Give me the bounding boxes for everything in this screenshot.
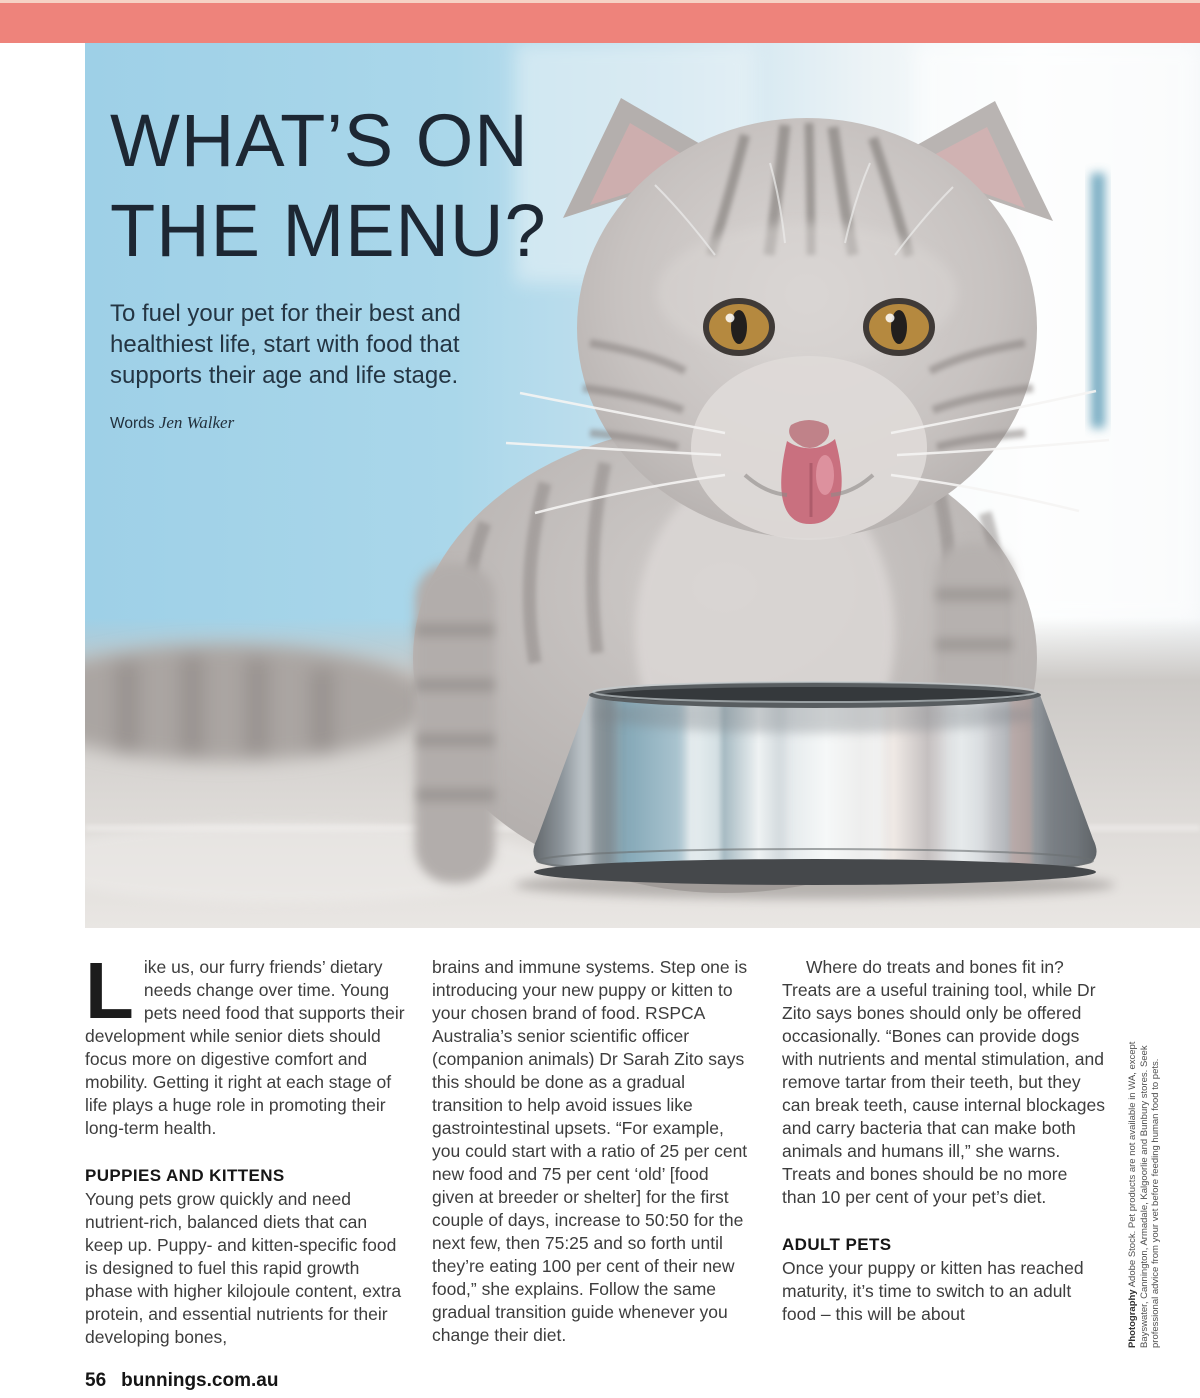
- footer-site: bunnings.com.au: [121, 1370, 279, 1391]
- photography-credit: [1127, 1008, 1163, 1348]
- pet-bowl: [533, 682, 1096, 893]
- page-footer: [85, 1370, 278, 1392]
- drop-cap: L: [85, 946, 134, 1035]
- body-paragraph: Young pets grow quickly and need nutrient-rich, balanced diets that can keep up. Puppy- and kitten-specific food is designed to fuel this rapid growth phase with higher kilojoule content, extra protein, and essential nutrients for their developing bones,: [85, 1189, 402, 1347]
- body-paragraph: brains and immune systems. Step one is introducing your new puppy or kitten to your chosen brand of food. RSPCA Australia’s senior scientific officer (companion animals) Dr Sarah Zito says this should be done as a gradual transition to help avoid issues like gastrointestinal upsets. “For example, you could start with a ratio of 25 per cent new food and 75 per cent ‘old’ [food given at breeder or shelter] for the first couple of days, increase to 50:50 for the next few, then 75:25 and so forth until they’re eating 100 per cent of their new food,” she explains. Follow the same gradual transition guide whenever you change their diet.: [432, 957, 748, 1345]
- article-column-3: [782, 956, 1105, 1326]
- hero-text-block: [110, 96, 630, 433]
- top-accent-bar: [0, 0, 1200, 43]
- bowl-rubber-base: [534, 859, 1096, 885]
- intro-paragraph: [85, 946, 408, 1140]
- article-column-2: [432, 956, 755, 1347]
- byline-label: Words: [110, 415, 155, 432]
- article-column-1: [85, 946, 408, 1349]
- background-blue-stripe: [1091, 173, 1105, 428]
- credit-label: Photography: [1127, 1289, 1138, 1348]
- intro-text: ike us, our furry friends’ dietary needs change over time. Young pets need food that supports their development while senior diets should focus more on digestive comfort and mobility. Getting it right at each stage of life plays a huge role in promoting their long-term health.: [85, 957, 405, 1138]
- title-line-1: WHAT’S ON: [110, 99, 529, 182]
- cat-right-eye: [866, 301, 932, 353]
- section-heading-adult-pets: ADULT PETS: [782, 1235, 892, 1254]
- credit-text: Adobe Stock. Pet products are not available in WA, except Bayswater, Cannington, Armadale, Kalgoorlie and Bunbury stores. Seek professional advice from your vet before feeding human food to pets.: [1127, 1041, 1161, 1348]
- page-number: 56: [85, 1370, 107, 1391]
- byline-author: Jen Walker: [158, 413, 235, 432]
- cat-left-eye: [706, 301, 772, 353]
- body-paragraph: Where do treats and bones fit in? Treats are a useful training tool, while Dr Zito says bones should only be offered occasionally. “Bones can provide dogs with nutrients and mental stimulation, and remove tartar from their teeth, but they can break teeth, cause internal blockages and carry bacteria that can make both animals and humans ill,” she warns. Treats and bones should be no more than 10 per cent of your pet’s diet.: [782, 957, 1105, 1207]
- byline: [110, 413, 630, 433]
- cat-tongue: [781, 439, 841, 524]
- title-line-2: THE MENU?: [110, 189, 547, 272]
- standfirst: To fuel your pet for their best and healthiest life, start with food that supports their age and life stage.: [110, 300, 461, 389]
- body-paragraph: Once your puppy or kitten has reached maturity, it’s time to switch to an adult food – this will be about: [782, 1258, 1084, 1324]
- section-heading-puppies-and-kittens: PUPPIES AND KITTENS: [85, 1166, 285, 1185]
- page-title: [110, 96, 630, 276]
